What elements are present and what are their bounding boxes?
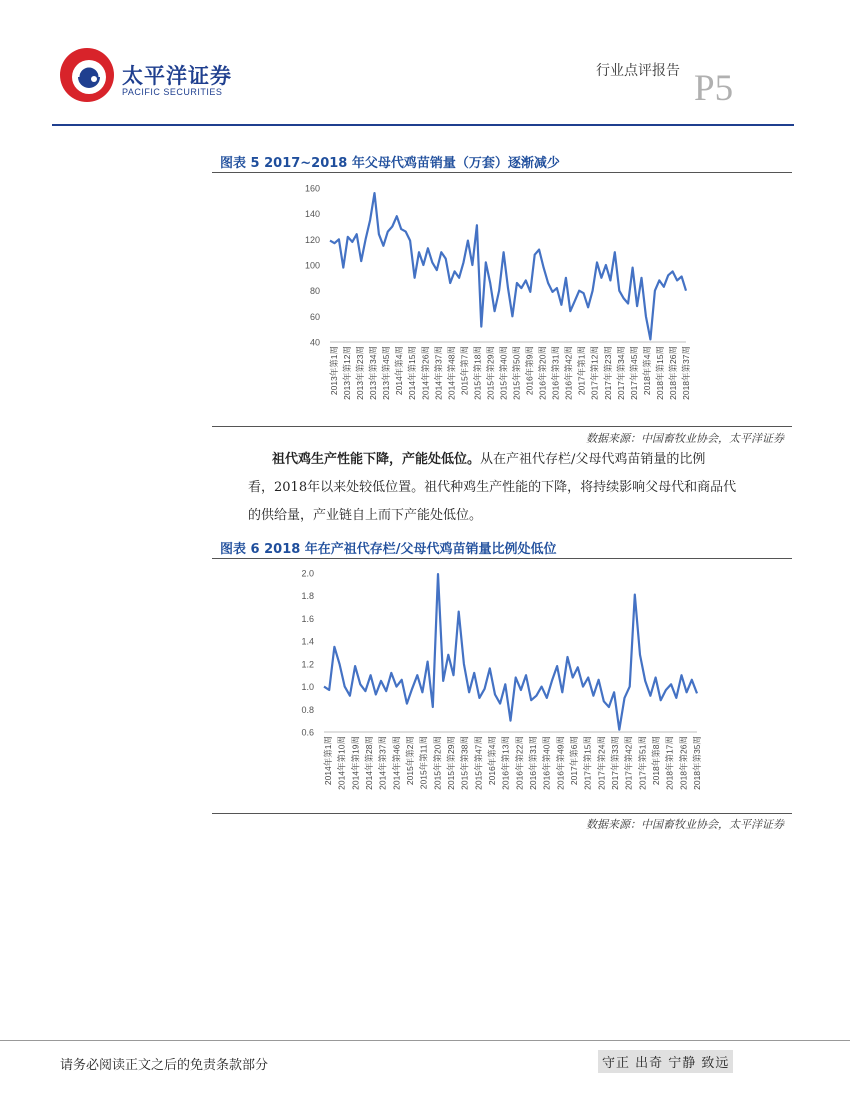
- figure6-top-rule: [212, 558, 792, 559]
- figure6-xtick-label: 2015年第38周: [459, 736, 470, 790]
- paragraph-line1-text: 从在产祖代存栏/父母代鸡苗销量的比例: [480, 452, 706, 467]
- figure6-xtick-label: 2017年第42周: [623, 736, 634, 790]
- figure6-xtick-label: 2015年第29周: [446, 736, 456, 790]
- figure6-xtick-label: 2014年第1周: [323, 736, 333, 786]
- figure5-xtick-label: 2017年第34周: [615, 346, 626, 400]
- figure5-xtick-label: 2017年第1周: [576, 346, 587, 396]
- figure5-ytick-label: 140: [304, 209, 320, 220]
- figure5-xtick-label: 2016年第31周: [550, 346, 561, 400]
- figure6-xtick-label: 2018年第35周: [692, 736, 702, 790]
- figure6-xtick-label: 2015年第20周: [432, 736, 443, 790]
- body-paragraph-line1: [272, 446, 792, 474]
- header-divider: [52, 124, 794, 126]
- figure5-xtick-label: 2018年第15周: [654, 346, 665, 400]
- figure6-xtick-label: 2014年第28周: [364, 736, 374, 790]
- figure5-top-rule: [212, 172, 792, 173]
- figure6-xtick-label: 2016年第4周: [487, 736, 497, 786]
- figure6-ytick-label: 1.8: [301, 591, 314, 602]
- figure5-xtick-label: 2013年第1周: [329, 346, 339, 396]
- figure6-xtick-label: 2017年第33周: [610, 736, 620, 790]
- figure5-xtick-label: 2015年第29周: [485, 346, 496, 400]
- figure6-xtick-label: 2015年第47周: [473, 736, 484, 790]
- figure6-source: 数据来源：中国畜牧业协会，太平洋证券: [586, 818, 784, 831]
- figure5-xtick-label: 2015年第18周: [472, 346, 483, 400]
- figure5-xtick-label: 2015年第50周: [511, 346, 522, 400]
- figure5-ytick-label: 100: [304, 260, 320, 271]
- body-paragraph-line3: 的供给量，产业链自上而下产能处低位。: [248, 508, 483, 523]
- figure5-xtick-label: 2014年第26周: [420, 346, 431, 400]
- figure6-xtick-label: 2016年第49周: [555, 736, 566, 790]
- figure5-ytick-label: 80: [309, 286, 320, 297]
- figure6-xtick-label: 2014年第46周: [391, 736, 402, 790]
- figure6-ytick-label: 0.8: [301, 704, 314, 715]
- figure5-xtick-label: 2014年第4周: [394, 346, 405, 396]
- figure6-bottom-rule: [212, 813, 792, 814]
- figure5-xtick-label: 2018年第37周: [681, 346, 691, 400]
- figure6-ytick-label: 1.4: [301, 636, 314, 647]
- figure6-xtick-label: 2017年第15周: [582, 736, 593, 790]
- paragraph-lead-bold: 祖代鸡生产性能下降，产能处低位。: [272, 452, 481, 467]
- figure6-xtick-label: 2014年第19周: [350, 736, 361, 790]
- body-paragraph-line2: 看，2018年以来处较低位置。祖代种鸡生产性能的下降，将持续影响父母代和商品代: [248, 480, 737, 495]
- figure6-title: 图表 6 2018 年在产祖代存栏/父母代鸡苗销量比例处低位: [220, 542, 557, 557]
- figure5-xtick-label: 2013年第23周: [355, 346, 366, 400]
- figure5-ytick-label: 40: [309, 337, 320, 348]
- figure5-xtick-label: 2015年第7周: [459, 346, 470, 396]
- figure5-xtick-label: 2014年第37周: [433, 346, 444, 400]
- figure6-xtick-label: 2014年第10周: [336, 736, 347, 790]
- figure5-xtick-label: 2013年第34周: [368, 346, 379, 400]
- logo-text-en: PACIFIC SECURITIES: [122, 87, 223, 97]
- figure5-xtick-label: 2013年第12周: [342, 346, 353, 400]
- figure5-chart: [212, 176, 792, 424]
- figure5-series-line: [330, 193, 686, 339]
- figure6-xtick-label: 2017年第24周: [596, 736, 607, 790]
- figure6-ytick-label: 1.2: [301, 659, 314, 670]
- figure6-chart: [212, 562, 792, 812]
- figure6-ytick-label: 2.0: [301, 568, 314, 579]
- report-type-label: 行业点评报告: [596, 63, 680, 79]
- figure5-source: 数据来源：中国畜牧业协会，太平洋证券: [586, 432, 784, 445]
- figure5-xtick-label: 2013年第45周: [381, 346, 392, 400]
- figure5-xtick-label: 2018年第4周: [641, 346, 652, 396]
- figure5-xtick-label: 2015年第40周: [498, 346, 509, 400]
- company-motto: 守正 出奇 宁静 致远: [598, 1050, 733, 1073]
- figure6-xtick-label: 2017年第6周: [569, 736, 579, 786]
- figure5-xtick-label: 2016年第20周: [537, 346, 548, 400]
- figure5-ytick-label: 160: [304, 183, 320, 194]
- figure5-xtick-label: 2017年第12周: [589, 346, 600, 400]
- figure6-ytick-label: 0.6: [301, 727, 314, 738]
- figure6-xtick-label: 2015年第11周: [418, 736, 429, 790]
- figure5-xtick-label: 2017年第23周: [602, 346, 613, 400]
- figure6-xtick-label: 2016年第40周: [541, 736, 552, 790]
- figure5-xtick-label: 2014年第48周: [446, 346, 457, 400]
- figure5-xtick-label: 2016年第9周: [524, 346, 535, 396]
- figure6-xtick-label: 2018年第8周: [651, 736, 661, 786]
- figure5-ytick-label: 60: [309, 311, 320, 322]
- logo-text-cn: 太平洋证券: [122, 64, 232, 88]
- figure6-xtick-label: 2018年第26周: [678, 736, 689, 790]
- figure5-title: 图表 5 2017~2018 年父母代鸡苗销量（万套）逐渐减少: [220, 156, 560, 171]
- figure6-ytick-label: 1.6: [301, 613, 314, 624]
- figure5-xtick-label: 2017年第45周: [628, 346, 639, 400]
- figure6-xtick-label: 2016年第22周: [514, 736, 525, 790]
- figure6-xtick-label: 2015年第2周: [405, 736, 415, 786]
- figure6-xtick-label: 2018年第17周: [664, 736, 675, 790]
- figure6-xtick-label: 2014年第37周: [377, 736, 388, 790]
- figure5-xtick-label: 2014年第15周: [407, 346, 418, 400]
- figure6-series-line: [324, 574, 697, 730]
- figure6-xtick-label: 2017年第51周: [637, 736, 648, 790]
- page-number: P5: [694, 68, 734, 109]
- figure5-bottom-rule: [212, 426, 792, 427]
- figure5-xtick-label: 2016年第42周: [563, 346, 574, 400]
- disclaimer-text: 请务必阅读正文之后的免责条款部分: [60, 1058, 269, 1073]
- figure6-xtick-label: 2016年第13周: [500, 736, 511, 790]
- figure6-xtick-label: 2016年第31周: [528, 736, 538, 790]
- company-logo-icon: [58, 46, 116, 104]
- figure5-ytick-label: 120: [304, 234, 320, 245]
- figure6-ytick-label: 1.0: [301, 682, 314, 693]
- figure5-xtick-label: 2018年第26周: [667, 346, 678, 400]
- footer-divider: [0, 1040, 850, 1041]
